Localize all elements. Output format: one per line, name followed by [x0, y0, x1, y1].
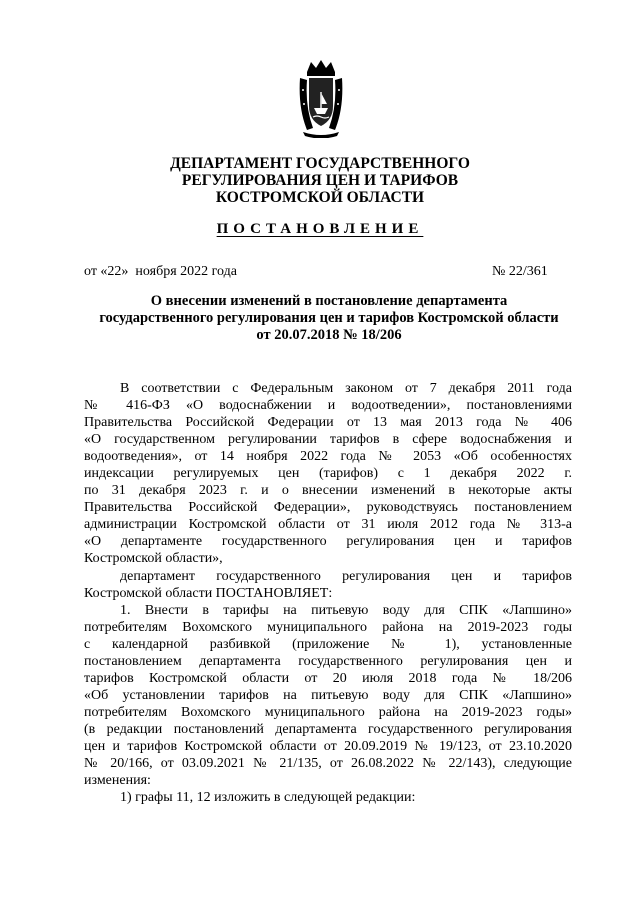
- document-body: [84, 380, 572, 806]
- document-date: от «22» ноября 2022 года: [84, 264, 237, 279]
- body-line: № 416-ФЗ «О водоснабжении и водоотведении», постановлениями: [84, 398, 572, 414]
- body-line: Правительства Российской Федерации», руководствуясь постановлением: [84, 500, 572, 516]
- title-line: О внесении изменений в постановление департамента: [150, 293, 508, 309]
- body-line: «О департаменте государственного регулирования цен и тарифов: [84, 534, 572, 550]
- body-line: цен и тарифов Костромской области от 20.09.2019 № 19/123, от 23.10.2020: [84, 738, 572, 754]
- body-line: потребителям Вохомского муниципального района на 2019-2023 годы: [84, 619, 572, 635]
- body-line: индексации регулируемых цен (тарифов) с 1 декабря 2022 г.: [84, 466, 572, 482]
- body-line: «О государственном регулировании тарифов в сфере водоснабжения и: [84, 432, 572, 448]
- body-line: 1) графы 11, 12 изложить в следующей редакции:: [120, 790, 416, 806]
- department-line: КОСТРОМСКОЙ ОБЛАСТИ: [215, 189, 425, 206]
- body-line: (в редакции постановлений департамента государственного регулирования: [84, 721, 572, 737]
- body-line: постановлением департамента государственного регулирования цен и: [84, 653, 572, 669]
- body-line: департамент государственного регулирования цен и тарифов: [120, 568, 572, 584]
- department-line: РЕГУЛИРОВАНИЯ ЦЕН И ТАРИФОВ: [181, 172, 459, 189]
- body-line: № 20/166, от 03.09.2021 № 21/135, от 26.08.2022 № 22/143), следующие: [84, 756, 572, 772]
- body-line: администрации Костромской области от 31 июля 2012 года № 313-а: [84, 517, 572, 533]
- body-line: водоотведения», от 14 ноября 2022 года № 2053 «Об особенностях: [84, 449, 572, 465]
- body-line: 1. Внести в тарифы на питьевую воду для СПК «Лапшино»: [120, 602, 572, 618]
- body-line: изменения:: [84, 773, 151, 789]
- body-line: по 31 декабря 2023 г. и о внесении изменений в некоторые акты: [84, 483, 572, 499]
- document-type: ПОСТАНОВЛЕНИЕ: [216, 221, 424, 237]
- title-line: от 20.07.2018 № 18/206: [256, 327, 402, 343]
- document-number: № 22/361: [492, 264, 548, 279]
- body-line: Костромской области ПОСТАНОВЛЯЕТ:: [84, 585, 333, 601]
- title-line: государственного регулирования цен и тарифов Костромской области: [99, 310, 559, 326]
- body-line: тарифов Костромской области от 20 июля 2018 года № 18/206: [84, 670, 572, 686]
- body-line: с календарной разбивкой (приложение № 1), установленные: [84, 636, 572, 652]
- document-title: [84, 293, 574, 344]
- body-line: В соответствии с Федеральным законом от 7 декабря 2011 года: [120, 381, 572, 396]
- kostroma-coat-of-arms-icon: [297, 58, 345, 138]
- body-line: потребителям Вохомского муниципального района на 2019-2023 годы»: [84, 704, 572, 720]
- body-line: «Об установлении тарифов на питьевую воду для СПК «Лапшино»: [84, 687, 572, 703]
- body-line: Правительства Российской Федерации от 13 мая 2013 года № 406: [84, 415, 572, 431]
- department-line: ДЕПАРТАМЕНТ ГОСУДАРСТВЕННОГО: [170, 155, 470, 172]
- body-line: Костромской области»,: [84, 551, 223, 567]
- department-name: [0, 155, 640, 206]
